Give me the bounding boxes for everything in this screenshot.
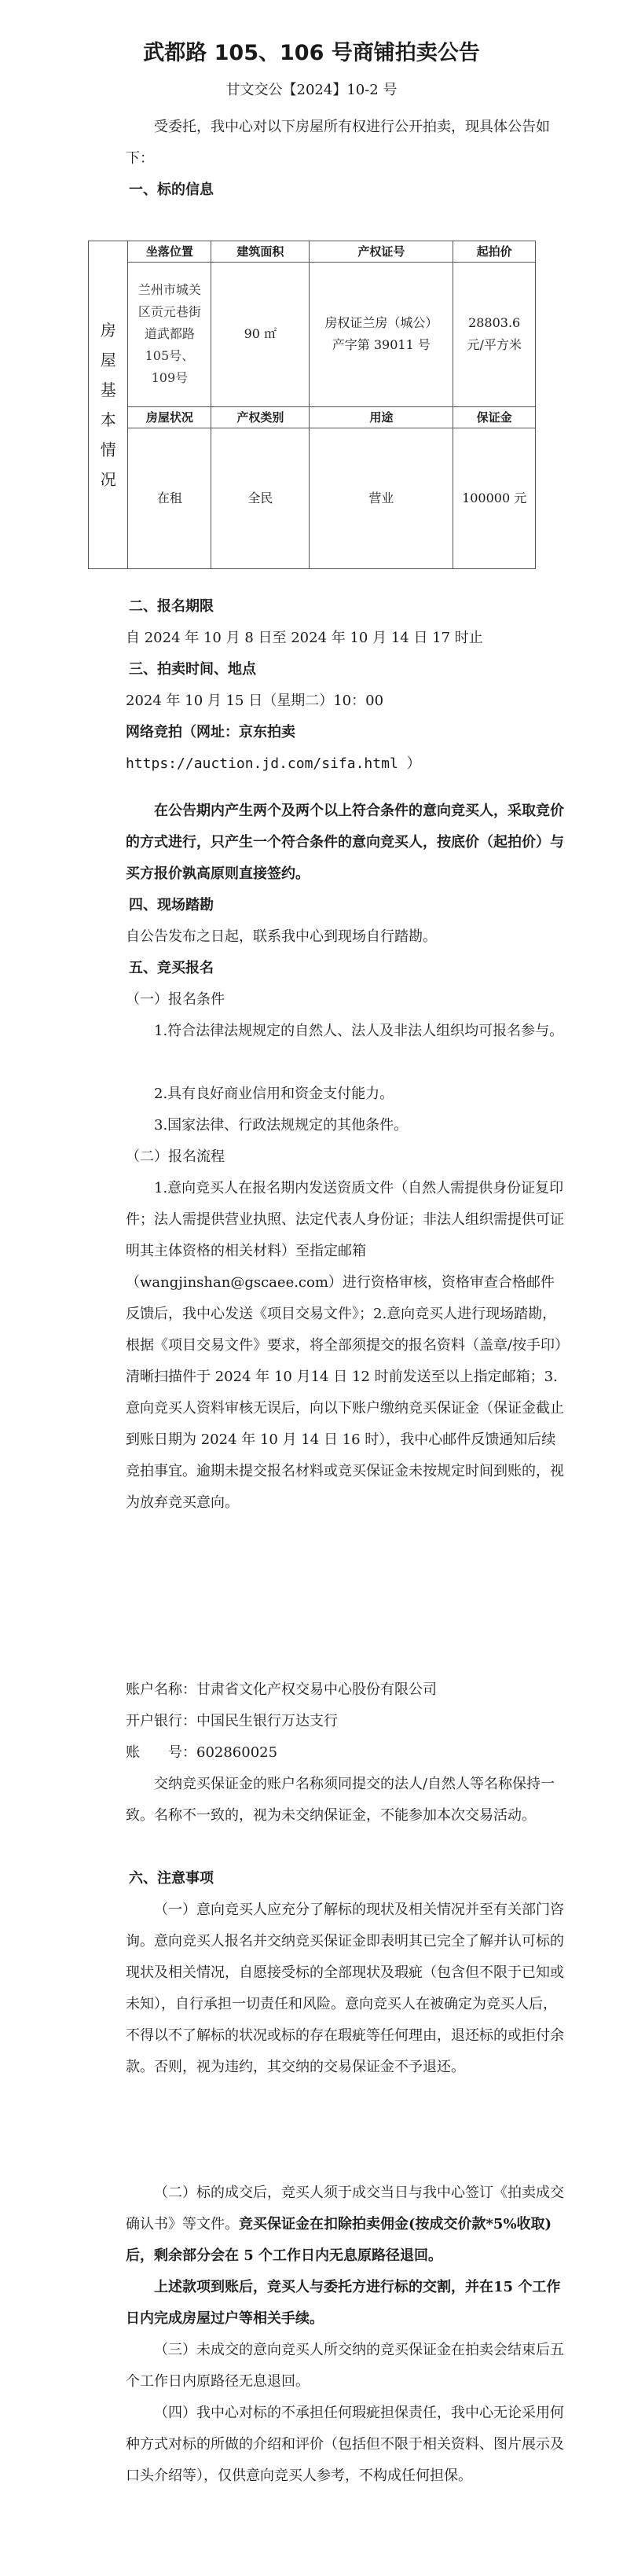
auction-url-link[interactable]: https://auction.jd.com/sifa.html ） — [126, 755, 421, 772]
bank-name: 开户银行：中国民生银行万达支行 — [126, 1713, 338, 1729]
bidding-rule: 在公告期内产生两个及两个以上符合条件的意向竞买人，采取竞价的方式进行，只产生一个符合条件的意向竞买人，按底价（起拍价）与买方报价孰高原则直接签约。 — [126, 803, 564, 882]
process-subheading: （二）报名流程 — [126, 1148, 225, 1165]
cell-cert-no: 房权证兰房（城公）产字第 39011 号 — [310, 263, 453, 406]
section-4-heading: 四、现场踏勘 — [129, 897, 214, 913]
condition-3: 3.国家法律、行政法规规定的其他条件。 — [154, 1117, 409, 1134]
notice-2-transfer: 上述款项到账后，竞买人与委托方进行标的交割，并在15 个工作日内完成房屋过户等相关手续。 — [126, 2279, 561, 2327]
document-number: 甘文交公【2024】10-2 号 — [225, 82, 398, 98]
section-2-heading: 二、报名期限 — [129, 598, 214, 615]
cell-area: 90 ㎡ — [211, 263, 310, 406]
property-info-table — [88, 241, 536, 569]
intro-paragraph: 受委托，我中心对以下房屋所有权进行公开拍卖，现具体公告如下： — [126, 119, 550, 167]
notice-2: （二）标的成交后，竞买人须于成交当日与我中心签订《拍卖成交确认书》等文件。竞买保证金在扣除拍卖佣金(按成交价款*5%收取)后，剩余部分会在 5 个工作日内无息原路径退回。 — [126, 2185, 564, 2264]
header-deposit: 保证金 — [453, 406, 536, 428]
deposit-note: 交纳竞买保证金的账户名称须同提交的法人/自然人等名称保持一致。名称不一致的，视为未交纳保证金，不能参加本次交易活动。 — [126, 1776, 555, 1824]
site-visit-text: 自公告发布之日起，联系我中心到现场自行踏勘。 — [126, 928, 437, 945]
auction-time: 2024 年 10 月 15 日（星期二）10：00 — [126, 693, 384, 709]
conditions-subheading: （一）报名条件 — [126, 991, 225, 1008]
notice-1: （一）意向竞买人应充分了解标的现状及相关情况并至有关部门咨询。意向竞买人报名并交纳竞买保证金即表明其已完全了解并认可标的现状及相关情况，自愿接受标的全部现状及瑕疵（包含但不限于已知或未知），自行承担一切责任和风险。意向竞买人在被确定为竞买人后，不得以不了解标的状况或标的存在瑕疵等任何理由，退还标的或拒付余款。否则，视为违约，其交纳的交易保证金不予退还。 — [126, 1902, 564, 2075]
cell-start-price: 28803.6 元/平方米 — [453, 263, 536, 406]
header-location: 坐落位置 — [128, 241, 211, 263]
registration-process: 1.意向竞买人在报名期内发送资质文件（自然人需提供身份证复印件；法人需提供营业执照、法定代表人身份证；非法人组织需提供可证明其主体资格的相关材料）至指定邮箱（wangjinshan@gscaee.com）进行资格审核，资格审查合格邮件反馈后，我中心发送《项目交易文件》；2.意向竞买人进行现场踏勘，根据《项目交易文件》要求，将全部须提交的报名资料（盖章/按手印）清晰扫描件于 2024 年 10 月14 日 12 时前发送至以上指定邮箱；3.意向竞买人资料审核无误后，向以下账户缴纳竞买保证金（保证金截止到账日期为 2024 年 10 月 14 日 16 时），我中心邮件反馈通知后续竞拍事宜。逾期未提交报名材料或竞买保证金未按规定时间到账的，视为放弃竞买意向。 — [126, 1180, 564, 1511]
section-1-heading: 一、标的信息 — [129, 182, 214, 198]
header-ownership: 产权类别 — [211, 406, 310, 428]
cell-usage: 营业 — [310, 428, 453, 568]
registration-period: 自 2024 年 10 月 8 日至 2024 年 10 月 14 日 17 时止 — [126, 630, 483, 646]
header-area: 建筑面积 — [211, 241, 310, 263]
header-start-price: 起拍价 — [453, 241, 536, 263]
cell-deposit: 100000 元 — [453, 428, 536, 568]
section-3-heading: 三、拍卖时间、地点 — [129, 661, 256, 678]
cell-status: 在租 — [128, 428, 211, 568]
account-number: 账 号：602860025 — [126, 1744, 278, 1761]
page-title: 武都路 105、106 号商铺拍卖公告 — [143, 41, 480, 65]
section-5-heading: 五、竞买报名 — [129, 960, 214, 976]
notice-3: （三）未成交的意向竞买人所交纳的竞买保证金在拍卖会结束后五个工作日内原路径无息退回。 — [126, 2342, 564, 2390]
header-status: 房屋状况 — [128, 406, 211, 428]
notice-4: （四）我中心对标的不承担任何瑕疵担保责任，我中心无论采用何种方式对标的所做的介绍和评价（包括但不限于相关资料、图片展示及口头介绍等），仅供意向竞买人参考，不构成任何担保。 — [126, 2405, 564, 2484]
cell-location: 兰州市城关区贡元巷街道武都路105号、109号 — [128, 263, 211, 406]
header-cert-no: 产权证号 — [310, 241, 453, 263]
header-usage: 用途 — [310, 406, 453, 428]
condition-1: 1.符合法律法规规定的自然人、法人及非法人组织均可报名参与。 — [154, 1023, 564, 1039]
cell-ownership: 全民 — [211, 428, 310, 568]
auction-venue: 网络竞拍（网址：京东拍卖 — [126, 724, 295, 740]
condition-2: 2.具有良好商业信用和资金支付能力。 — [154, 1086, 394, 1102]
account-name: 账户名称：甘肃省文化产权交易中心股份有限公司 — [126, 1681, 437, 1698]
table-side-label: 房 屋 基 本 情 况 — [89, 241, 128, 569]
section-6-heading: 六、注意事项 — [129, 1870, 214, 1887]
